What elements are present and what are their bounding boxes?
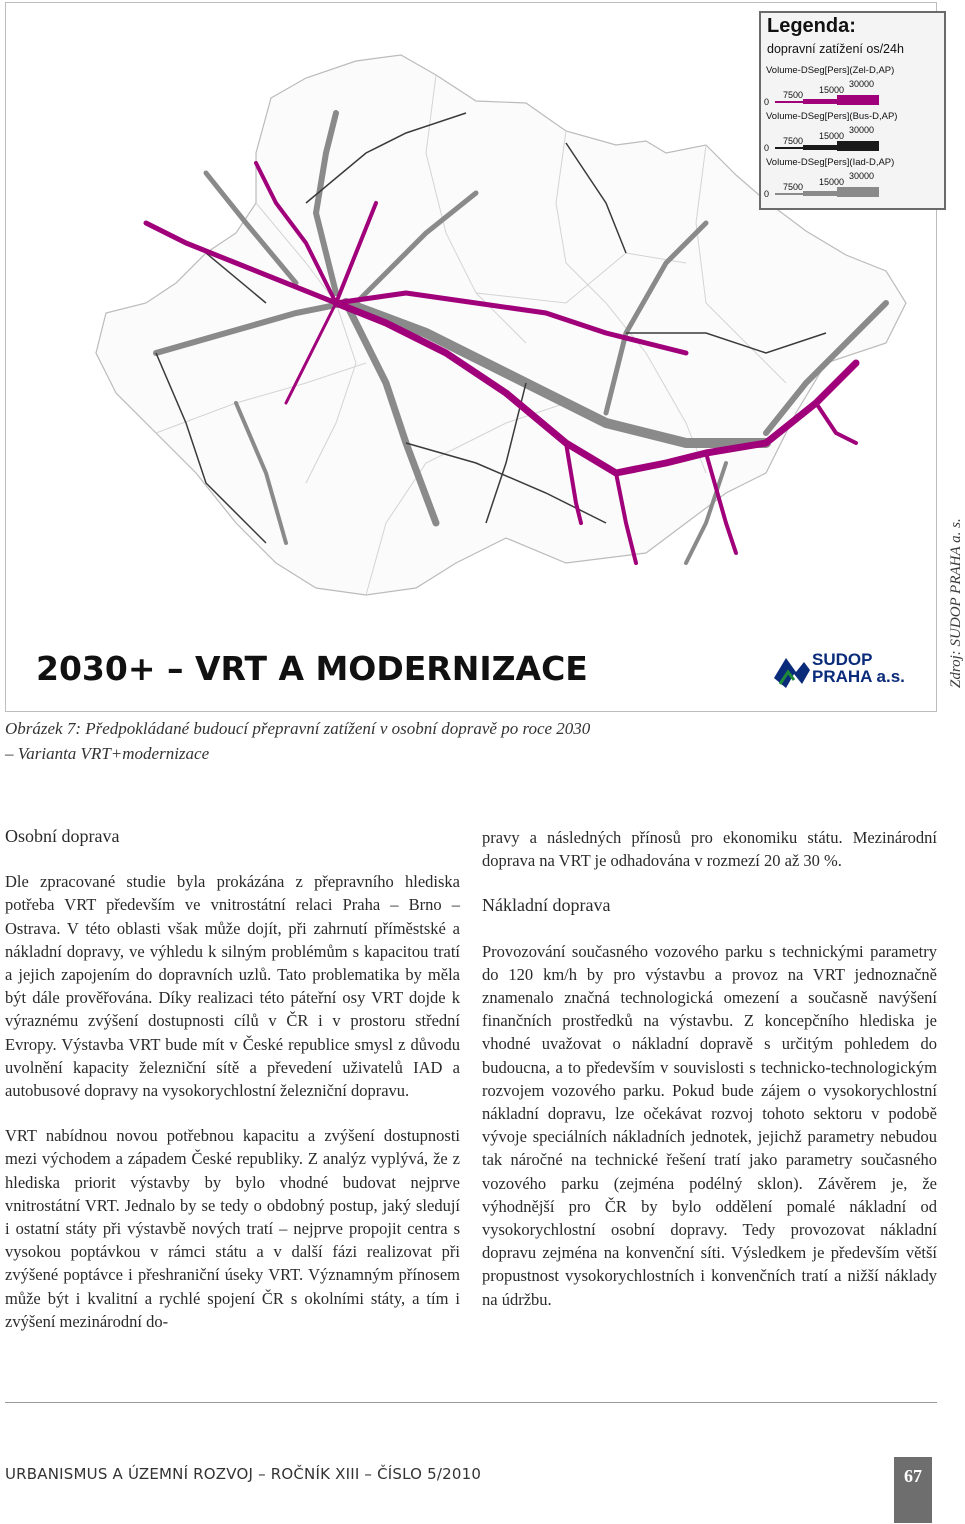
legend-tick: 30000 <box>849 125 875 135</box>
legend-tick: 7500 <box>783 90 804 100</box>
footer-journal-title: URBANISMUS A ÚZEMNÍ ROZVOJ – ROČNÍK XIII – ČÍSLO 5/2010 <box>5 1465 482 1483</box>
legend-series-label: Volume-DSeg[Pers](Iad-D,AP) <box>766 157 895 168</box>
map-legend <box>759 11 946 210</box>
figure-map <box>5 2 937 712</box>
legend-tick: 15000 <box>819 177 845 187</box>
paragraph: VRT nabídnou novou potřebnou kapacitu a zvýšení dostupnosti mezi východem a západem České republiky. Z analýz vyplývá, že z hlediska priorit výstavby by bylo vhodné budovat nejprve vnitrostátní VRT. Jednalo by se tedy o obdobný postup, jaký sledují i ostatní státy při výstavbě nových tratí – nejprve propojit centra s vysokou poptávkou v rámci státu a v další fázi realizovat při zvýšené poptávce i přeshraniční úseky VRT. Významným přínosem může být i kvalitní a rychlé spojení ČR s okolními státy, a tím i zvýšení mezinárodní do- <box>5 1126 460 1331</box>
page-number: 67 <box>904 1466 922 1486</box>
map-title: 2030+ – VRT A MODERNIZACE <box>36 649 588 688</box>
legend-tick: 30000 <box>849 79 875 89</box>
footer-divider <box>5 1402 937 1403</box>
legend-tick: 30000 <box>849 171 875 181</box>
caption-line: – Varianta VRT+modernizace <box>5 744 210 763</box>
legend-tick: 0 <box>764 143 770 153</box>
legend-swatch <box>775 89 885 109</box>
paragraph: Provozování současného vozového parku s technickými parametry do 120 km/h by pro výstavbu a provoz na VRT jednoznačně znamenalo značná technologická omezení a současně navýšení finančních prostředků na výstavbu. Z koncepčního hlediska je vhodné uvažovat o nákladní dopravě s určitým pohledem do budoucna, a to především v souvislosti s technicko-technologickým rozvojem vozového parku. Pokud bude zájem o vysokorychlostní nákladní dopravu, lze očekávat rozvoj tohoto sektoru v podobě vývoje speciálních nákladních jednotek, jejichž parametry nebudou tak náročné na technické řešení tratí jako parametry současného vozového parku (zejména podélný sklon). Závěrem je, že výhodnější pro ČR by bylo oddělení pomalé nákladní od vysokorychlostní osobní dopravy. Tedy provozovat nákladní dopravu zejména na konvenční síti. Výsledkem je především větší propustnost vysokorychlostních i konvenčních tratí a nižší náklady na údržbu. <box>482 941 937 1309</box>
logo-text-line2: PRAHA a.s. <box>812 667 905 686</box>
legend-series-label: Volume-DSeg[Pers](Bus-D,AP) <box>766 111 898 122</box>
legend-series-label: Volume-DSeg[Pers](Zel-D,AP) <box>766 65 895 76</box>
legend-title: Legenda: <box>767 15 856 37</box>
caption-line: Obrázek 7: Předpokládané budoucí přepravní zatížení v osobní dopravě po roce 2030 <box>5 719 591 738</box>
legend-tick: 0 <box>764 189 770 199</box>
legend-tick: 15000 <box>819 85 845 95</box>
paragraph: Dle zpracované studie byla prokázána z přepravního hlediska potřeba VRT především ve vnitrostátní relaci Praha – Brno – Ostrava. V této oblasti však může dojít, při zahrnutí příměstské a nákladní dopravy, ve výhledu k silným problémům s kapacitou tratí a jejich zapojením do dopravních uzlů. Tato problematika by měla být dále prověřována. Díky realizaci této páteřní osy VRT dojde k výraznému zvýšení dostupnosti cílů v ČR i v prostoru střední Evropy. Výstavba VRT bude mít v České republice smysl z důvodu uvolnění kapacity železniční sítě a převedení uživatelů IAD a autobusové dopravy na vysokorychlostní železniční dopravu. <box>5 872 460 1101</box>
legend-swatch <box>775 135 885 155</box>
paragraph: pravy a následných přínosů pro ekonomiku státu. Mezinárodní doprava na VRT je odhadována v rozmezí 20 až 30 %. <box>482 828 937 871</box>
source-credit: Zdroj: SUDOP PRAHA a. s. <box>948 518 964 688</box>
legend-subtitle: dopravní zatížení os/24h <box>767 42 904 56</box>
article-column-left <box>5 825 460 1333</box>
logo-text-line1: SUDOP <box>812 650 873 669</box>
legend-tick: 15000 <box>819 131 845 141</box>
article-column-right <box>482 826 937 1311</box>
legend-tick: 7500 <box>783 182 804 192</box>
section-heading: Nákladní doprava <box>482 895 611 916</box>
legend-tick: 7500 <box>783 136 804 146</box>
section-heading: Osobní doprava <box>5 826 120 846</box>
legend-swatch <box>775 181 885 201</box>
legend-tick: 0 <box>764 97 770 107</box>
figure-caption <box>5 716 905 766</box>
logo-text <box>812 651 905 685</box>
